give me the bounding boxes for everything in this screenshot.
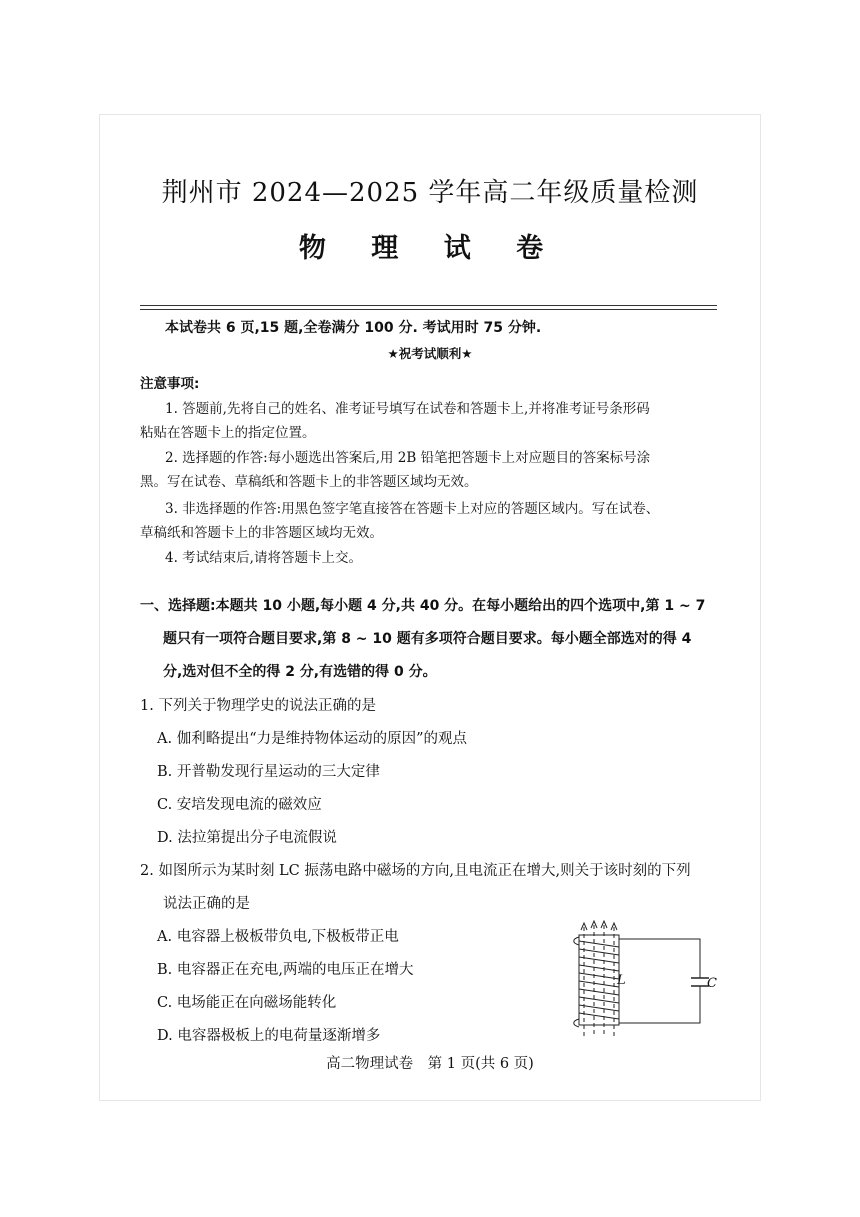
- question-1-option-b: B. 开普勒发现行星运动的三大定律: [157, 764, 380, 780]
- note-line: 黑。写在试卷、草稿纸和答题卡上的非答题区域均无效。: [140, 474, 478, 490]
- exam-intro: 本试卷共 6 页,15 题,全卷满分 100 分. 考试用时 75 分钟.: [165, 320, 542, 336]
- capacitor-label: C: [707, 976, 717, 991]
- question-2-stem: 说法正确的是: [163, 896, 250, 912]
- question-2-option-b: B. 电容器正在充电,两端的电压正在增大: [157, 962, 414, 978]
- section-instructions: 题只有一项符合题目要求,第 8 ~ 10 题有多项符合题目要求。每小题全部选对的得 4: [163, 631, 692, 647]
- notes-heading: 注意事项:: [140, 376, 200, 392]
- note-line: 2. 选择题的作答:每小题选出答案后,用 2B 铅笔把答题卡上对应题目的答案标号涂: [165, 450, 651, 466]
- inductor-label: L: [617, 973, 626, 988]
- question-1-option-a: A. 伽利略提出“力是维持物体运动的原因”的观点: [157, 731, 468, 747]
- page-footer: 高二物理试卷 第 1 页(共 6 页): [326, 1056, 534, 1072]
- question-1-option-c: C. 安培发现电流的磁效应: [157, 797, 322, 813]
- section-instructions: 一、选择题:本题共 10 小题,每小题 4 分,共 40 分。在每小题给出的四个选项中,第 1 ~ 7: [140, 598, 706, 614]
- note-line: 4. 考试结束后,请将答题卡上交。: [165, 550, 362, 566]
- section-instructions: 分,选对但不全的得 2 分,有选错的得 0 分。: [163, 664, 437, 680]
- good-luck-line: ★祝考试顺利★: [387, 346, 473, 361]
- question-2-option-c: C. 电场能正在向磁场能转化: [157, 995, 337, 1011]
- question-2-option-d: D. 电容器极板上的电荷量逐渐增多: [157, 1028, 381, 1044]
- note-line: 1. 答题前,先将自己的姓名、准考证号填写在试卷和答题卡上,并将准考证号条形码: [165, 401, 650, 417]
- exam-title: 荆州市 2024—2025 学年高二年级质量检测: [161, 178, 699, 208]
- question-2-stem: 2. 如图所示为某时刻 LC 振荡电路中磁场的方向,且电流正在增大,则关于该时刻的下列: [140, 863, 691, 879]
- exam-subject-title: 物 理 试 卷: [298, 233, 562, 264]
- note-line: 草稿纸和答题卡上的非答题区域均无效。: [140, 525, 383, 541]
- question-2-option-a: A. 电容器上极板带负电,下极板带正电: [157, 929, 399, 945]
- note-line: 粘贴在答题卡上的指定位置。: [140, 425, 316, 441]
- question-1-option-d: D. 法拉第提出分子电流假说: [157, 830, 337, 846]
- double-rule-bottom: [140, 309, 717, 310]
- double-rule-top: [140, 305, 717, 306]
- lc-circuit-figure: [560, 915, 730, 1040]
- question-1-stem: 1. 下列关于物理学史的说法正确的是: [140, 698, 376, 714]
- note-line: 3. 非选择题的作答:用黑色签字笔直接答在答题卡上对应的答题区域内。写在试卷、: [165, 501, 660, 517]
